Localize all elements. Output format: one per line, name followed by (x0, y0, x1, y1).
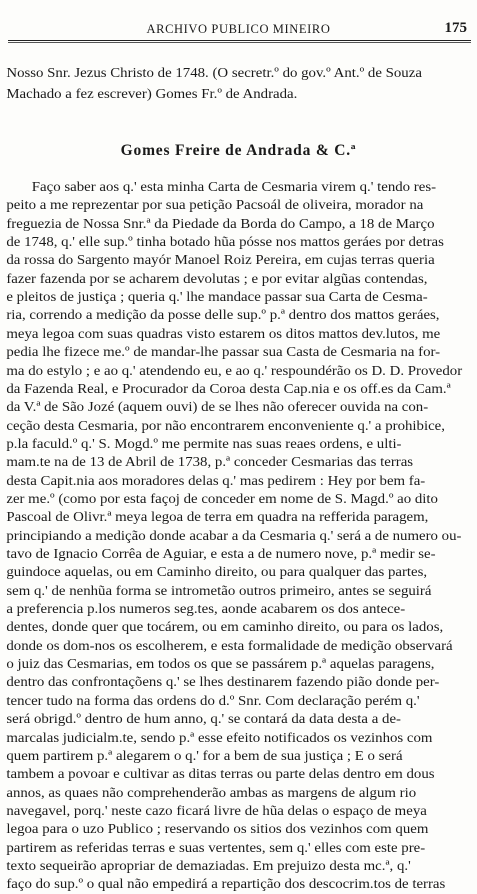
text-line-content: da V.ª de São Jozé (aquem ouvi) de se lhes não oferecer ouvida na con- (6, 400, 429, 416)
text-line (0, 820, 477, 839)
text-line (0, 875, 477, 894)
text-line-content: da rossa do Sargento mayór Manoel Roiz Pereira, em cujas terras queria (6, 253, 435, 269)
text-line (0, 618, 477, 637)
text-line-content: donde os dom-nos os escolherem, e esta formalidade de medição observará (6, 638, 453, 654)
text-line-content: marcalas judicialm.te, sendo p.ª esse efeito notificados os vezinhos com (6, 730, 433, 746)
text-line-content: faço do sup.º o qual não empedirá a repartição dos descocrim.tos de terras (6, 877, 446, 893)
text-line-content: de 1748, q.' elle sup.º tinha botado hũa pósse nos mattos geráes por detras (6, 235, 444, 251)
text-line (0, 215, 477, 234)
section-title: Gomes Freire de Andrada & C.ª (120, 142, 357, 159)
text-line (0, 857, 477, 876)
text-line (0, 710, 477, 729)
text-line (0, 417, 477, 436)
text-line (0, 637, 477, 656)
text-line (0, 270, 477, 289)
text-line-content: ria, correndo a medição da posse delle sup.º p.ª dentro dos mattos geráes, (6, 308, 440, 324)
text-line (0, 545, 477, 564)
text-line (0, 288, 477, 307)
text-line (0, 178, 477, 197)
text-line-content: meya legoa com suas quadras visto estarem os ditos mattos dev.lutos, me (6, 326, 441, 342)
text-line (0, 765, 477, 784)
text-line (0, 600, 477, 619)
text-line-content: texto sequeirão apropriar de demaziadas. Em prejuizo desta mc.ª, q.' (6, 858, 411, 874)
text-line (0, 325, 477, 344)
text-line-content: mam.te na de 13 de Abril de 1738, p.ª conceder Cesmarias das terras (6, 455, 414, 471)
text-line-content: p.la faculd.º q.' S. Mogd.º me permite nas suas reaes ordens, e ulti- (6, 436, 402, 452)
text-line (0, 380, 477, 399)
text-line-content: sem q.' de nenhũa forma se intrometão outros primeiro, antes se seguirá (6, 583, 432, 599)
header-rule (8, 40, 471, 41)
text-line (0, 490, 477, 509)
text-line (0, 729, 477, 748)
text-line-content: annos, as quaes não comprehenderão ambas as margens de algum rio (6, 785, 417, 801)
text-line (0, 251, 477, 270)
text-line (0, 435, 477, 454)
text-line-content: peito a me reprezentar por sua petição Pacsoál de oliveira, morador na (6, 198, 424, 214)
text-line (0, 362, 477, 381)
text-line-content: Faço saber aos q.' esta minha Carta de Cesmaria virem q.' tendo res- (31, 180, 437, 195)
text-line (0, 85, 477, 104)
text-line (0, 453, 477, 472)
text-line-content: Pascoal de Olivr.ª meya legoa de terra em quadra na refferida paragem, (6, 510, 429, 526)
text-line-content: principiando a medição donde acabar a da Cesmaria q.' será a de numero ou- (6, 528, 462, 544)
text-line-content: Nosso Snr. Jezus Christo de 1748. (O secretr.º do gov.º Ant.º de Souza (6, 66, 422, 81)
text-line (0, 784, 477, 803)
text-line-content: dentes, donde quer que tocárem, ou em caminho direito, ou para os lados, (6, 620, 444, 636)
text-line-content: partirem as referidas terras e suas vertentes, sem q.' elles com este pre- (6, 840, 426, 856)
text-line-content: e pleitos de justiça ; queria q.' lhe mandace passar sua Carta de Cesma- (6, 290, 428, 306)
text-line (0, 508, 477, 527)
text-line (0, 582, 477, 601)
text-line (0, 472, 477, 491)
text-line-content: zer me.º (como por esta façoj de conceder em nome de S. Magd.º ao dito (6, 491, 438, 507)
text-line-content: tavo de Ignacio Corrêa de Aguiar, e esta a de numero nove, p.ª medir se- (6, 547, 436, 562)
text-line-content: ceção desta Cesmaria, por não encontrarem enconveniente q.' a prohibice, (6, 418, 445, 434)
text-line-content: quem partirem p.ª alegarem o q.' for a bem de sua justiça ; E o será (6, 748, 403, 764)
page-number: 175 (444, 20, 467, 36)
page-header (0, 22, 477, 42)
text-line (0, 802, 477, 821)
text-line-content: fazer fazenda por se acharem devolutas ; e por evitar algũas contendas, (6, 271, 428, 287)
text-line (0, 673, 477, 692)
text-line (0, 306, 477, 325)
text-line (0, 527, 477, 546)
text-line-content: a preferencia p.los numeros seg.tes, aonde acabarem os dos antece- (6, 602, 406, 618)
text-line-content: pedia lhe fizece me.º de mandar-lhe passar sua Casta de Cesmaria na for- (6, 345, 441, 361)
text-line (0, 655, 477, 674)
text-line-content: o juiz das Cesmarias, em todos os que se passárem p.ª aquelas paragens, (6, 657, 435, 673)
text-line-content: Machado a fez escrever) Gomes Fr.º de Andrada. (6, 87, 298, 102)
text-line-content: navegavel, porq.' neste cazo ficará livre de hũa delas o espaço de meya (6, 803, 427, 819)
text-line (0, 233, 477, 252)
text-line (0, 563, 477, 582)
text-line-content: guindoce aquelas, ou em Caminho direito, ou para qualquer das partes, (6, 565, 428, 581)
running-header-title: ARCHIVO PUBLICO MINEIRO (146, 22, 331, 36)
text-line (0, 343, 477, 362)
text-line (0, 64, 477, 83)
text-line-content: freguezia de Nossa Snr.ª da Piedade da Borda do Campo, a 18 de Março (6, 216, 435, 232)
text-line (0, 747, 477, 766)
text-line (0, 398, 477, 417)
text-line-content: ma do estylo ; e ao q.' atendendo eu, e ao q.' respoundérão os D. D. Provedor (6, 363, 463, 379)
text-line (0, 692, 477, 711)
text-line (0, 839, 477, 858)
text-line (0, 196, 477, 215)
text-line-content: legoa para o uzo Publico ; reservando os sitios dos vezinhos com quem (6, 822, 429, 838)
text-line-content: tambem a povoar e cultivar as ditas terras ou parte delas dentro em dous (6, 767, 435, 783)
text-line-content: dentro das confrontaçõens q.' se lhes destinarem fazendo pião donde per- (6, 675, 440, 691)
text-line-content: tencer tudo na forma das ordens do d.º Snr. Com declaração perém q.' (6, 693, 420, 709)
text-line-content: será obrigd.º dentro de hum anno, q.' se contará da data desta a de- (6, 712, 401, 728)
header-rule-thin (8, 42, 471, 43)
text-line-content: desta Capit.nia aos moradores delas q.' mas pedirem : Hey por bem fa- (6, 473, 426, 489)
text-line-content: da Fazenda Real, e Procurador da Coroa desta Cap.nia e os off.es da Cam.ª (6, 381, 451, 397)
